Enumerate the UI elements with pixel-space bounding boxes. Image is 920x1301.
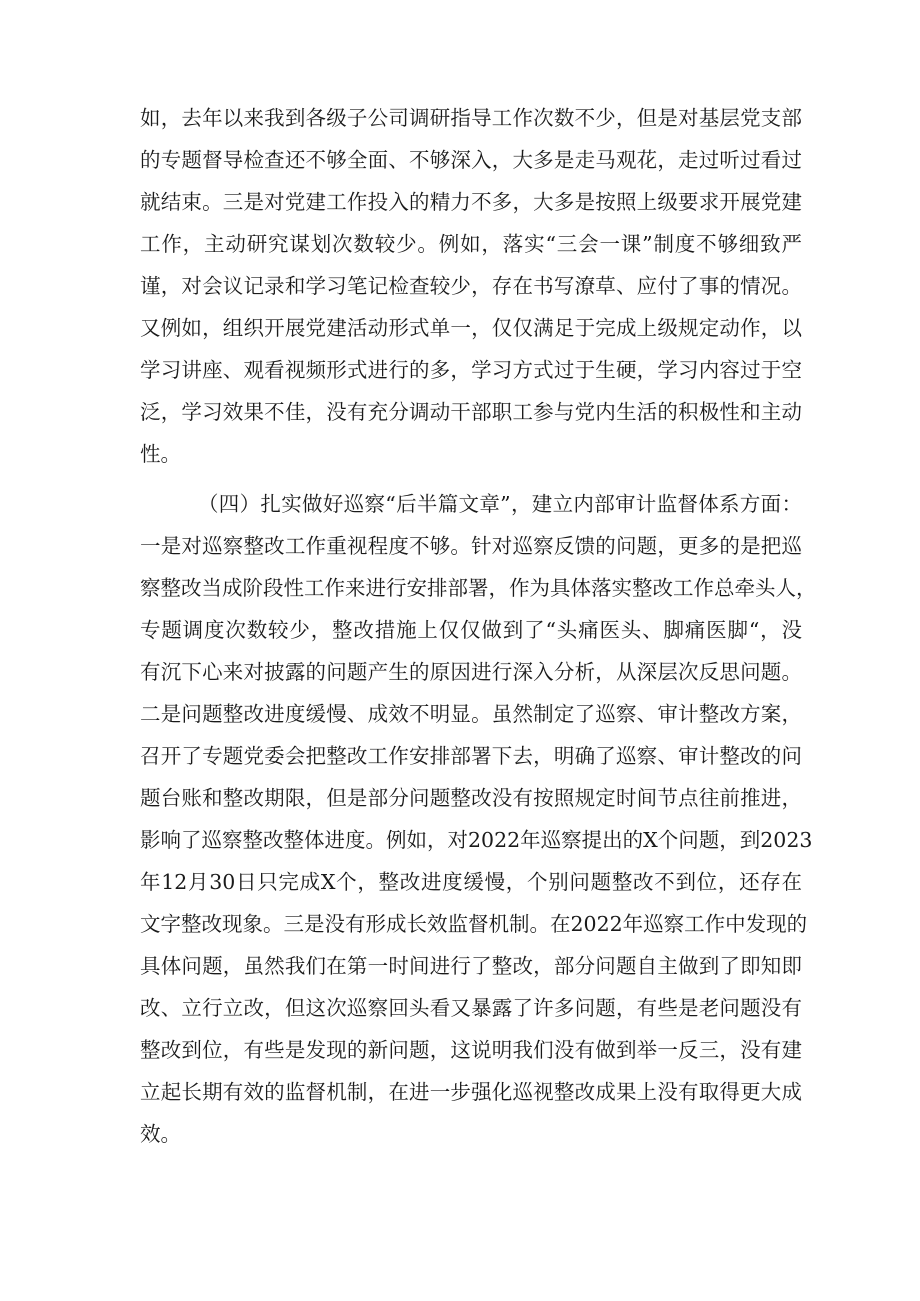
text-line: 影响了巡察整改整体进度。例如，对2022年巡察提出的X个问题，到2023 <box>140 828 813 852</box>
text-line: 具体问题，虽然我们在第一时间进行了整改，部分问题自主做到了即知即 <box>140 954 802 978</box>
text-line: 的专题督导检查还不够全面、不够深入，大多是走马观花，走过听过看过 <box>140 148 802 172</box>
text-line: 学习讲座、观看视频形式进行的多，学习方式过于生硬，学习内容过于空 <box>140 358 802 382</box>
text-line: 年12月30日只完成X个，整改进度缓慢，个别问题整改不到位，还存在 <box>140 870 802 894</box>
text-line: 泛，学习效果不佳，没有充分调动干部职工参与党内生活的积极性和主动 <box>140 400 802 424</box>
text-line: 一是对巡察整改工作重视程度不够。针对巡察反馈的问题，更多的是把巡 <box>140 534 802 558</box>
text-line: 有沉下心来对披露的问题产生的原因进行深入分析，从深层次反思问题。 <box>140 660 802 684</box>
text-line: 专题调度次数较少，整改措施上仅仅做到了“头痛医头、脚痛医脚“，没 <box>140 618 802 642</box>
text-line: 如，去年以来我到各级子公司调研指导工作次数不少，但是对基层党支部 <box>140 106 802 130</box>
text-line: 就结束。三是对党建工作投入的精力不多，大多是按照上级要求开展党建 <box>140 190 802 214</box>
text-line: 察整改当成阶段性工作来进行安排部署，作为具体落实整改工作总牵头人， <box>140 576 817 600</box>
section-heading-line: （四）扎实做好巡察“后半篇文章”，建立内部审计监督体系方面： <box>198 492 802 516</box>
text-line: 谨，对会议记录和学习笔记检查较少，存在书写潦草、应付了事的情况。 <box>140 274 802 298</box>
text-line: 立起长期有效的监督机制，在进一步强化巡视整改成果上没有取得更大成 <box>140 1080 802 1104</box>
text-line: 效。 <box>140 1122 181 1146</box>
text-line: 文字整改现象。三是没有形成长效监督机制。在2022年巡察工作中发现的 <box>140 912 808 936</box>
text-line: 改、立行立改，但这次巡察回头看又暴露了许多问题，有些是老问题没有 <box>140 996 802 1020</box>
text-line: 二是问题整改进度缓慢、成效不明显。虽然制定了巡察、审计整改方案， <box>140 702 802 726</box>
text-line: 工作，主动研究谋划次数较少。例如，落实“三会一课”制度不够细致严 <box>140 232 802 256</box>
text-line: 又例如，组织开展党建活动形式单一，仅仅满足于完成上级规定动作，以 <box>140 316 802 340</box>
text-line: 性。 <box>140 442 181 466</box>
text-line: 整改到位，有些是发现的新问题，这说明我们没有做到举一反三，没有建 <box>140 1038 802 1062</box>
text-line: 召开了专题党委会把整改工作安排部署下去，明确了巡察、审计整改的问 <box>140 744 802 768</box>
text-line: 题台账和整改期限，但是部分问题整改没有按照规定时间节点往前推进， <box>140 786 802 810</box>
